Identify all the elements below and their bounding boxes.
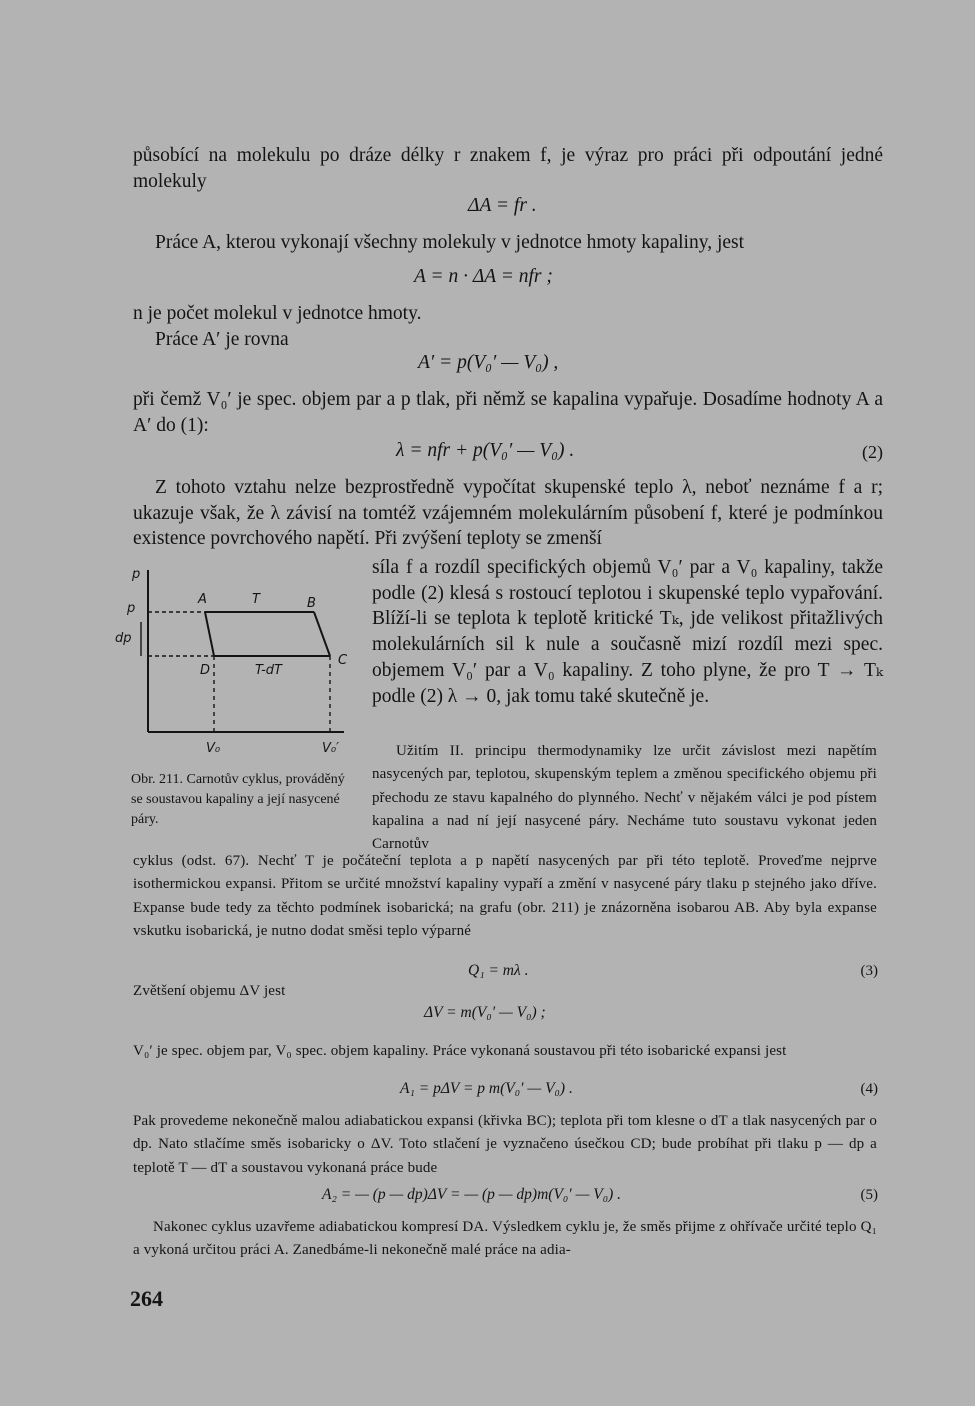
carnot-cycle-diagram xyxy=(108,560,358,765)
label-C: C xyxy=(338,653,348,668)
label-B: B xyxy=(307,596,316,611)
equation-a-prime: A′ = p(V₀′ — V₀) , xyxy=(418,352,559,373)
paragraph-4: Práce A′ je rovna xyxy=(155,329,289,350)
label-T-dT: T-dT xyxy=(255,663,282,678)
equation-number-5: (5) xyxy=(860,1187,878,1203)
label-T: T xyxy=(252,592,260,607)
paragraph-2: Práce A, kterou vykonají všechny molekuly v jednotce hmoty kapaliny, jest xyxy=(155,232,745,253)
paragraph-3: n je počet molekul v jednotce hmoty. xyxy=(133,303,422,324)
small-paragraph-6: Nakonec cyklus uzavřeme adiabatickou kompresí DA. Výsledkem cyklu je, že směs přijme z ohřívače určité teplo Q₁ a vykoná určitou práci A. Zanedbáme-li nekonečně malé práce na adia- xyxy=(133,1219,877,1259)
adiabat-BC xyxy=(314,612,330,656)
paragraph-1: působící na molekulu po dráze délky r znakem f, je výraz pro práci při odpoutání jedné molekuly xyxy=(133,145,883,192)
equation-a: A = n · ΔA = nfr ; xyxy=(414,266,553,287)
equation-delta-a: ΔA = fr . xyxy=(468,195,537,216)
equation-q1: Q₁ = mλ . xyxy=(468,962,529,979)
small-paragraph-1: Užitím II. principu thermodynamiky lze určit závislost mezi napětím nasycených par, teplotou, skupenským teplem a změnou specifického objemu při přechodu ze stavu kapalného do plynného. Nechť v nějakém válci je pod pístem kapalina a nad ní její nasycené páry. Necháme tuto soustavu vykonat jeden Carnotův xyxy=(372,743,877,853)
label-A: A xyxy=(198,592,207,607)
label-V0: V₀ xyxy=(206,741,221,756)
adiabat-DA xyxy=(205,612,214,656)
small-paragraph-2: cyklus (odst. 67). Nechť T je počáteční teplota a p napětí nasycených par při této teplotě. Proveďme nejprve isothermickou expansi. Přitom se určité množství kapaliny vypaří a změní v nasycené páry tlaku p stejného jako dříve. Expanse bude tedy za těchto podmínek isobarická; na grafu (obr. 211) je znázorněna isobarou AB. Aby byla expanse vskutku isobarická, je nutno dodat směsi teplo výparné xyxy=(133,853,877,939)
paragraph-5: při čemž V₀′ je spec. objem par a p tlak, při němž se kapalina vypařuje. Dosadíme hodnoty A a A′ do (1): xyxy=(133,389,883,436)
small-paragraph-5: Pak provedeme nekonečně malou adiabatickou expansi (křivka BC); teplota při tom klesne o dT a tlak nasycených par o dp. Nato stlačíme směs isobaricky o ΔV. Toto stlačení je vyznačeno úsečkou CD; bude probíhat při tlaku p — dp a teplotě T — dT a soustavou vykonaná práce bude xyxy=(133,1113,877,1176)
label-V0-prime: V₀′ xyxy=(322,741,340,756)
label-D: D xyxy=(200,663,211,678)
paragraph-6: Z tohoto vztahu nelze bezprostředně vypočítat skupenské teplo λ, neboť neznáme f a r; ukazuje však, že λ závisí na tomtéž vzájemném molekulárním působení f, které je podmínkou existence povrchového napětí. Při zvýšení teploty se zmenší xyxy=(133,477,883,550)
equation-a1: A₁ = pΔV = p m(V₀′ — V₀) . xyxy=(400,1080,573,1097)
page-number: 264 xyxy=(130,1286,163,1311)
figure-caption: Obr. 211. Carnotův cyklus, prováděný se soustavou kapaliny a její nasycené páry. xyxy=(131,772,345,827)
small-paragraph-4: V₀′ je spec. objem par, V₀ spec. objem kapaliny. Práce vykonaná soustavou při této isobarické expansi jest xyxy=(133,1043,787,1059)
equation-a2: A₂ = — (p — dp)ΔV = — (p — dp)m(V₀′ — V₀) . xyxy=(322,1186,621,1203)
equation-delta-v: ΔV = m(V₀′ — V₀) ; xyxy=(424,1004,546,1021)
equation-number-3: (3) xyxy=(860,963,878,979)
equation-lambda: λ = nfr + p(V₀′ — V₀) . xyxy=(396,440,575,461)
axis-label-p: p xyxy=(132,567,141,582)
paragraph-7: síla f a rozdíl specifických objemů V₀′ par a V₀ kapaliny, takže podle (2) klesá s rostoucí teplotou i skupenské teplo vypařování. Blíží-li se teplota k teplotě kritické Tₖ, jde velikost přitažlivých molekulárních sil k nule a současně mizí rozdíl mezi spec. objemem V₀′ par a V₀ kapaliny. Z toho plyne, že pro T → Tₖ podle (2) λ → 0, jak tomu také skutečně je. xyxy=(372,557,883,707)
small-paragraph-3: Zvětšení objemu ΔV jest xyxy=(133,983,286,999)
equation-number-4: (4) xyxy=(860,1081,878,1097)
label-p: p xyxy=(127,601,136,616)
label-dp: dp xyxy=(115,631,132,646)
equation-number-2: (2) xyxy=(862,442,883,462)
